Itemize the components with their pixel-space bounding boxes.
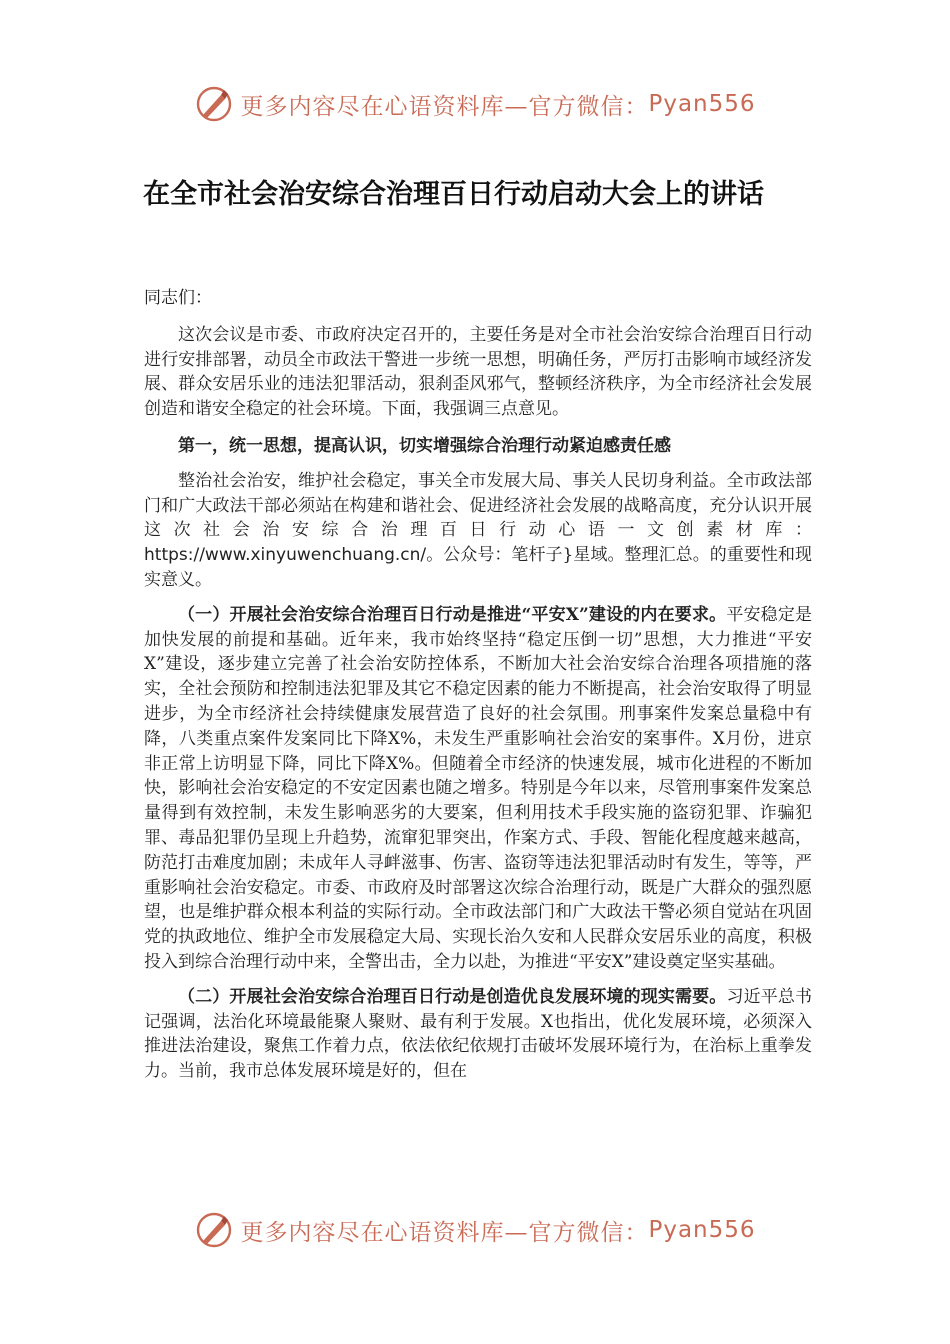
bottom-banner [0,1208,950,1252]
banner-text: 更多内容尽在心语资料库—官方微信： [240,93,649,120]
source-link[interactable]: https://www.xinyuwenchuang.cn/ [144,545,427,566]
pen-in-circle-icon [194,1210,234,1250]
banner-text: 更多内容尽在心语资料库—官方微信： [240,1219,649,1246]
page-title: 在全市社会治安综合治理百日行动启动大会上的讲话 [143,179,764,210]
pen-in-circle-icon [194,84,234,124]
section-1-text-b: 。公众号：笔杆子}星域。整理汇总。的重要性和现实意义。 [144,545,812,590]
subsection-1-heading: （一）开展社会治安综合治理百日行动是推进“平安X”建设的内在要求。 [178,604,727,625]
section-1-paragraph [144,469,812,593]
intro-paragraph: 这次会议是市委、市政府决定召开的，主要任务是对全市社会治安综合治理百日行动进行安排部署，动员全市政法干警进一步统一思想，明确任务，严厉打击影响市域经济发展、群众安居乐业的违法犯罪活动，狠刹歪风邪气，整顿经济秩序，为全市经济社会发展创造和谐安全稳定的社会环境。下面，我强调三点意见。 [144,324,812,420]
banner-wechat-id: Pyan556 [648,1217,756,1243]
subsection-1-body: 平安稳定是加快发展的前提和基础。近年来，我市始终坚持“稳定压倒一切”思想，大力推进“平安X”建设，逐步建立完善了社会治安防控体系，不断加大社会治安综合治理各项措施的落实，全社会预防和控制违法犯罪及其它不稳定因素的能力不断提高，社会治安取得了明显进步，为全市经济社会持续健康发展营造了良好的社会氛围。刑事案件发案总量稳中有降，八类重点案件发案同比下降X%，未发生严重影响社会治安的案事件。X月份，进京非正常上访明显下降，同比下降X%。但随着全市经济的快速发展，城市化进程的不断加快，影响社会治安稳定的不安定因素也随之增多。特别是今年以来，尽管刑事案件发案总量得到有效控制，未发生影响恶劣的大要案，但利用技术手段实施的盗窃犯罪、诈骗犯罪、毒品犯罪仍呈现上升趋势，流窜犯罪突出，作案方式、手段、智能化程度越来越高，防范打击难度加剧；未成年人寻衅滋事、伤害、盗窃等违法犯罪活动时有发生，等等，严重影响社会治安稳定。市委、市政府及时部署这次综合治理行动，既是广大群众的强烈愿望，也是维护群众根本利益的实际行动。全市政法部门和广大政法干警必须自觉站在巩固党的执政地位、维护全市发展稳定大局、实现长治久安和人民群众安居乐业的高度，积极投入到综合治理行动中来，全警出击，全力以赴，为推进“平安X”建设奠定坚实基础。 [144,604,813,972]
subsection-2-body: 习近平总书记强调，法治化环境最能聚人聚财、最有利于发展。X也指出，优化发展环境，必须深入推进法治建设，聚焦工作着力点，依法依纪依规打击破坏发展环境行为，在治标上重拳发力。当前，我市总体发展环境是好的，但在 [144,986,813,1082]
document-body [144,286,812,1084]
subsection-1-paragraph [144,603,812,975]
section-1-heading: 第一，统一思想，提高认识，切实增强综合治理行动紧迫感责任感 [178,435,671,456]
salutation: 同志们： [144,288,212,308]
banner-wechat-id: Pyan556 [648,91,756,117]
subsection-2-heading: （二）开展社会治安综合治理百日行动是创造优良发展环境的现实需要。 [178,986,727,1007]
subsection-2-paragraph [144,985,812,1084]
top-banner [0,82,950,126]
section-1-text-a: 整治社会治安，维护社会稳定，事关全市发展大局、事关人民切身利益。全市政法部门和广大政法干部必须站在构建和谐社会、促进经济社会发展的战略高度，充分认识开展这次社会治安综合治理百日行动心语一文创素材库： [144,470,812,541]
